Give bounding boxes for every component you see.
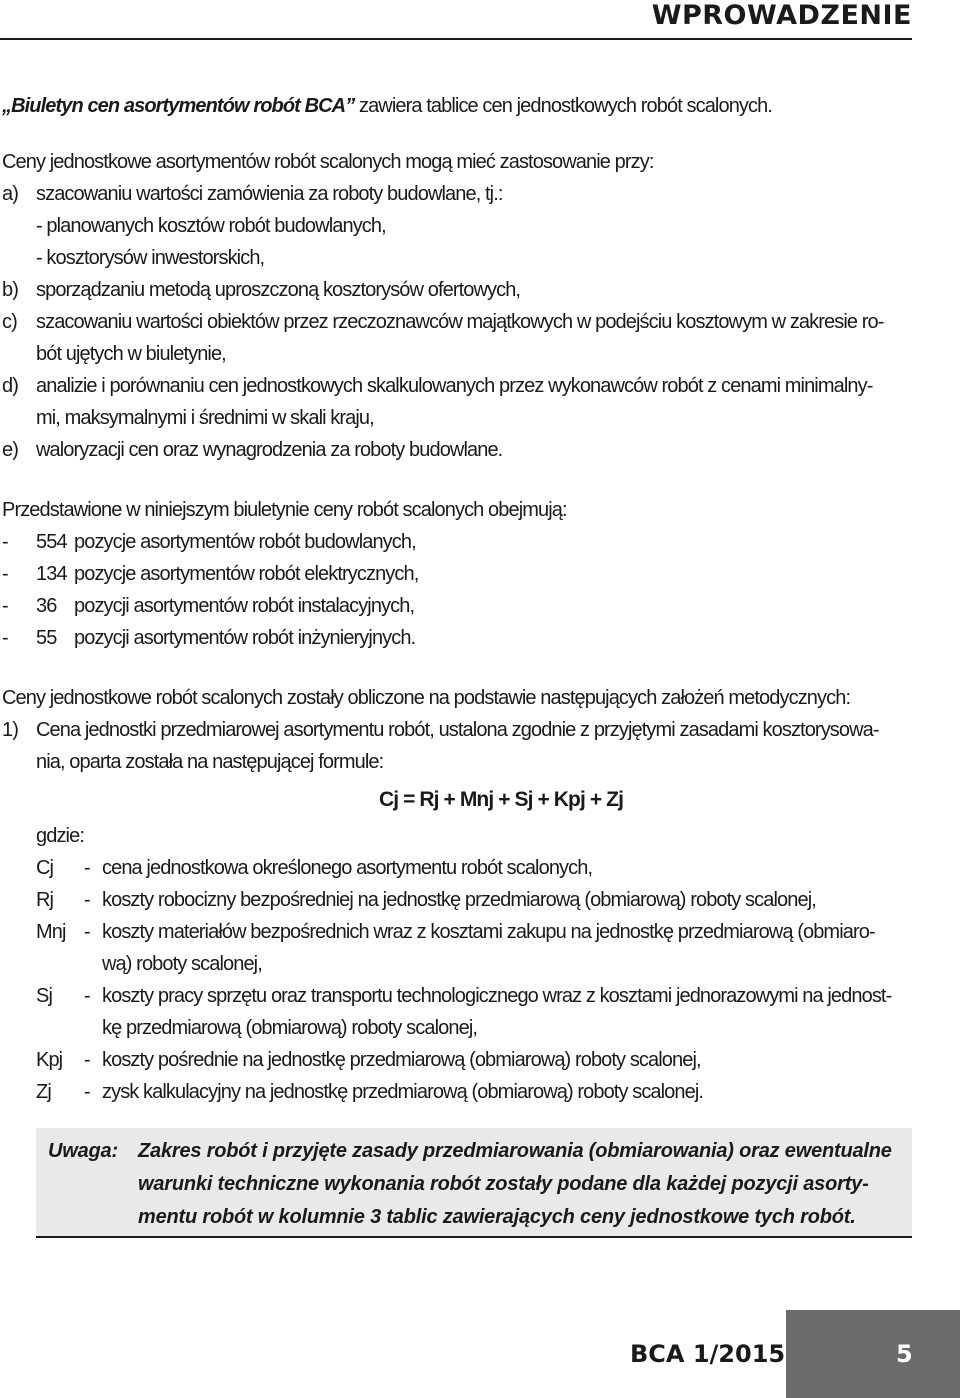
usage-list [2, 178, 910, 466]
definition-dash: - [84, 1049, 90, 1071]
method-heading: Ceny jednostkowe robót scalonych zostały obliczone na podstawie następujących założeń metodycznych: [2, 687, 851, 709]
footer-page-box [786, 1310, 960, 1398]
list-item-label: e) [2, 439, 18, 461]
list-item [2, 434, 910, 466]
method-point [2, 714, 910, 778]
definition-symbol: Rj [36, 889, 54, 911]
definition-dash: - [84, 857, 90, 879]
definition-symbol: Mnj [36, 921, 66, 943]
definition-item [2, 980, 910, 1044]
header-divider [0, 38, 912, 40]
method-point-line: nia, oparta została na następującej formule: [36, 751, 384, 773]
list-item-count: 134 [36, 563, 67, 585]
list-item-label [2, 402, 36, 434]
note-line: warunki techniczne wykonania robót zostały podane dla każdej pozycji asorty- [138, 1173, 869, 1195]
page-header-title: WPROWADZENIE [651, 0, 912, 31]
list-item-dash: - [2, 563, 8, 585]
list-item [2, 274, 910, 306]
list-item-text: szacowaniu wartości obiektów przez rzeczoznawców majątkowych w podejściu kosztowym w zakresie ro- [36, 311, 884, 333]
intro-quote-close: ” [345, 95, 355, 117]
definition-item [2, 1044, 910, 1076]
list-item-label [2, 338, 36, 370]
definition-text: cena jednostkowa określonego asortymentu robót scalonych, [102, 857, 593, 879]
list-item-text: - planowanych kosztów robót budowlanych, [36, 215, 386, 237]
list-item-text: pozycji asortymentów robót instalacyjnych, [74, 595, 415, 617]
note-line: Zakres robót i przyjęte zasady przedmiarowania (obmiarowania) oraz ewentualne [138, 1140, 892, 1162]
intro-publication-title: Biuletyn cen asortymentów robót BCA [11, 95, 346, 117]
list-item-dash: - [2, 531, 8, 553]
list-item-label [2, 210, 36, 242]
definition-item [2, 852, 910, 884]
list-item [2, 402, 910, 434]
definitions-list [2, 852, 910, 1108]
list-item-dash: - [2, 627, 8, 649]
list-item [2, 178, 910, 210]
list-item [2, 210, 910, 242]
intro-paragraph [2, 90, 910, 122]
list-item-label: d) [2, 375, 18, 397]
note-label: Uwaga: [48, 1140, 118, 1162]
note-text [138, 1135, 904, 1234]
list-item [2, 590, 910, 622]
list-item [2, 370, 910, 402]
counts-list [2, 526, 910, 654]
list-item-text: pozycji asortymentów robót inżynieryjnych. [74, 627, 416, 649]
where-label: gdzie: [36, 825, 84, 847]
definition-dash: - [84, 921, 90, 943]
intro-quote-open: „ [2, 95, 12, 117]
definition-symbol: Kpj [36, 1049, 63, 1071]
list-item-count: 36 [36, 595, 57, 617]
note-box [36, 1128, 912, 1238]
list-item-text: mi, maksymalnymi i średnimi w skali kraju, [36, 407, 374, 429]
list-item-label [2, 242, 36, 274]
list-item-text: sporządzaniu metodą uproszczoną kosztorysów ofertowych, [36, 279, 521, 301]
list-item [2, 306, 910, 338]
list-item-label: c) [2, 311, 17, 333]
definition-dash: - [84, 1081, 90, 1103]
price-formula: Cj = Rj + Mnj + Sj + Kpj + Zj [378, 788, 624, 811]
counts-heading: Przedstawione w niniejszym biuletynie ceny robót scalonych obejmują: [2, 499, 567, 521]
document-body [2, 90, 910, 1108]
list-item-text: pozycje asortymentów robót budowlanych, [74, 531, 416, 553]
definition-dash: - [84, 889, 90, 911]
list-item [2, 622, 910, 654]
definition-text: koszty robocizny bezpośredniej na jednostkę przedmiarową (obmiarową) roboty scalonej, [102, 889, 816, 911]
definition-symbol: Cj [36, 857, 54, 879]
intro-text: zawiera tablice cen jednostkowych robót scalonych. [354, 95, 773, 117]
definition-dash: - [84, 985, 90, 1007]
note-line: mentu robót w kolumnie 3 tablic zawierających ceny jednostkowe tych robót. [138, 1206, 856, 1228]
list-item-text: waloryzacji cen oraz wynagrodzenia za roboty budowlane. [36, 439, 503, 461]
definition-text: koszty pośrednie na jednostkę przedmiarową (obmiarową) roboty scalonej, [102, 1049, 701, 1071]
list-item [2, 558, 910, 590]
list-item-text: - kosztorysów inwestorskich, [36, 247, 265, 269]
list-item [2, 338, 910, 370]
list-item-dash: - [2, 595, 8, 617]
list-item-text: pozycje asortymentów robót elektrycznych, [74, 563, 419, 585]
usage-heading: Ceny jednostkowe asortymentów robót scalonych mogą mieć zastosowanie przy: [2, 151, 654, 173]
list-item-text: bót ujętych w biuletynie, [36, 343, 226, 365]
method-point-line: Cena jednostki przedmiarowej asortymentu robót, ustalona zgodnie z przyjętymi zasadami kosztorysowa- [36, 719, 879, 741]
method-point-label: 1) [2, 719, 18, 741]
definition-item [2, 884, 910, 916]
definition-item [2, 1076, 910, 1108]
definition-text: kę przedmiarową (obmiarową) roboty scalonej, [102, 1017, 478, 1039]
list-item-count: 554 [36, 531, 67, 553]
list-item-text: analizie i porównaniu cen jednostkowych skalkulowanych przez wykonawców robót z cenami minimalny- [36, 375, 873, 397]
list-item [2, 526, 910, 558]
list-item-text: szacowaniu wartości zamówienia za roboty budowlane, tj.: [36, 183, 503, 205]
footer-page-number: 5 [896, 1340, 913, 1368]
definition-symbol: Zj [36, 1081, 51, 1103]
list-item [2, 242, 910, 274]
list-item-count: 55 [36, 627, 57, 649]
definition-symbol: Sj [36, 985, 52, 1007]
definition-text: wą) roboty scalonej, [102, 953, 262, 975]
footer-publication: BCA 1/2015 [630, 1340, 786, 1368]
definition-text: koszty materiałów bezpośrednich wraz z kosztami zakupu na jednostkę przedmiarową (obmiaro- [102, 921, 875, 943]
list-item-label: b) [2, 279, 18, 301]
definition-text: zysk kalkulacyjny na jednostkę przedmiarową (obmiarową) roboty scalonej. [102, 1081, 704, 1103]
list-item-label: a) [2, 183, 18, 205]
definition-text: koszty pracy sprzętu oraz transportu technologicznego wraz z kosztami jednorazowymi na jednost- [102, 985, 892, 1007]
definition-item [2, 916, 910, 980]
